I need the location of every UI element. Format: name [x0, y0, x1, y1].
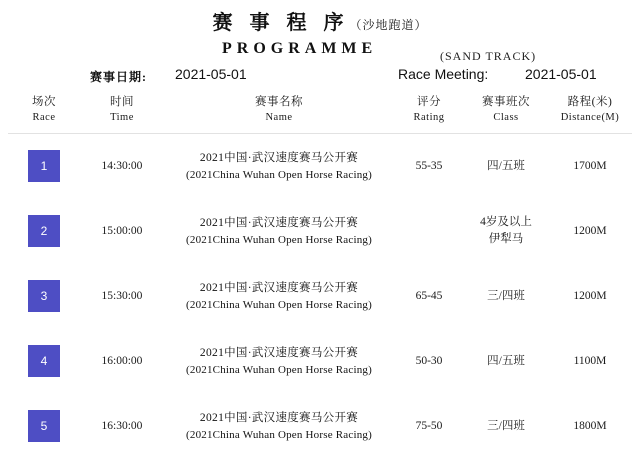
race-name-en: (2021China Wuhan Open Horse Racing) [186, 168, 372, 181]
race-number-badge: 2 [28, 215, 60, 247]
sand-track-label: (SAND TRACK) [440, 49, 537, 63]
cell-name [164, 134, 394, 199]
race-number-badge: 5 [28, 410, 60, 442]
race-name-en: (2021China Wuhan Open Horse Racing) [186, 428, 372, 441]
race-name-cn: 2021中国·武汉速度赛马公开赛 [199, 411, 359, 424]
column-header-time-en: Time [110, 112, 134, 123]
race-schedule-table [8, 94, 632, 459]
cell-class [464, 199, 548, 264]
page-title: 赛 事 程 序 [212, 12, 350, 34]
column-header-race [8, 94, 80, 134]
cell-race [8, 329, 80, 394]
column-header-class [464, 94, 548, 134]
meeting-meta-row [0, 68, 640, 90]
cell-class [464, 264, 548, 329]
cell-time: 14:30:00 [80, 134, 164, 199]
class-line-1: 四/五班 [487, 354, 525, 367]
cell-rating: 75-50 [415, 420, 443, 432]
document-title [0, 6, 640, 35]
class-line-1: 4岁及以上 [480, 216, 532, 228]
column-header-distance-cn: 路程(米) [567, 96, 613, 108]
cell-rating [394, 199, 464, 264]
table-row [8, 134, 632, 199]
cell-rating: 65-45 [415, 290, 443, 302]
column-header-name-cn: 赛事名称 [255, 96, 303, 108]
cell-rating: 55-35 [394, 134, 464, 199]
column-header-class-cn: 赛事班次 [482, 96, 530, 108]
meeting-date-value-en: 2021-05-01 [525, 66, 597, 82]
column-header-race-cn: 场次 [32, 96, 56, 108]
page-title-suffix: （沙地跑道） [349, 18, 428, 32]
race-number-badge: 3 [28, 280, 60, 312]
race-name-cn: 2021中国·武汉速度赛马公开赛 [199, 346, 359, 359]
class-line-1: 三/四班 [487, 289, 525, 302]
cell-name [164, 329, 394, 394]
cell-time: 16:30:00 [101, 420, 143, 432]
column-header-distance [548, 94, 632, 134]
column-header-class-en: Class [493, 112, 519, 123]
column-header-time-cn: 时间 [110, 96, 134, 108]
table-header-row [8, 94, 632, 134]
cell-class [464, 134, 548, 199]
race-number-badge: 1 [28, 150, 60, 182]
column-header-rating [394, 94, 464, 134]
table-row [8, 264, 632, 329]
table-header [8, 94, 632, 134]
table-body [8, 134, 632, 459]
cell-distance: 1100M [573, 355, 607, 367]
cell-time: 15:30:00 [101, 290, 143, 302]
cell-time: 15:00:00 [101, 225, 143, 237]
cell-race [8, 264, 80, 329]
table-row [8, 199, 632, 264]
table-row [8, 394, 632, 459]
cell-class [464, 329, 548, 394]
class-line-2: 伊犁马 [488, 233, 524, 245]
column-header-name-en: Name [265, 112, 293, 123]
cell-name [164, 394, 394, 459]
cell-name [164, 199, 394, 264]
race-name-cn: 2021中国·武汉速度赛马公开赛 [199, 151, 359, 164]
cell-race [8, 134, 80, 199]
race-name-cn: 2021中国·武汉速度赛马公开赛 [199, 216, 359, 229]
column-header-time [80, 94, 164, 134]
cell-name [164, 264, 394, 329]
cell-distance: 1800M [573, 420, 607, 432]
cell-race [8, 394, 80, 459]
column-header-distance-en: Distance(M) [560, 112, 620, 123]
cell-time: 16:00:00 [101, 355, 143, 367]
cell-distance: 1200M [573, 290, 607, 302]
cell-rating: 50-30 [415, 355, 443, 367]
column-header-rating-en: Rating [413, 112, 445, 123]
race-name-en: (2021China Wuhan Open Horse Racing) [186, 298, 372, 311]
cell-class [464, 394, 548, 459]
race-name-cn: 2021中国·武汉速度赛马公开赛 [199, 281, 359, 294]
column-header-rating-cn: 评分 [417, 96, 441, 108]
column-header-name [164, 94, 394, 134]
cell-race [8, 199, 80, 264]
race-number-badge: 4 [28, 345, 60, 377]
programme-heading: PROGRAMME [222, 40, 378, 57]
class-line-1: 三/四班 [487, 419, 525, 432]
cell-distance: 1200M [573, 225, 607, 237]
race-name-en: (2021China Wuhan Open Horse Racing) [186, 233, 372, 246]
column-header-race-en: Race [32, 112, 56, 123]
table-row [8, 329, 632, 394]
meeting-date-value-cn: 2021-05-01 [175, 66, 247, 82]
meeting-date-label-cn: 赛事日期: [90, 70, 147, 84]
class-line-1: 四/五班 [487, 159, 525, 172]
meeting-label-en: Race Meeting: [398, 66, 489, 82]
cell-distance: 1700M [548, 134, 632, 199]
race-name-en: (2021China Wuhan Open Horse Racing) [186, 363, 372, 376]
